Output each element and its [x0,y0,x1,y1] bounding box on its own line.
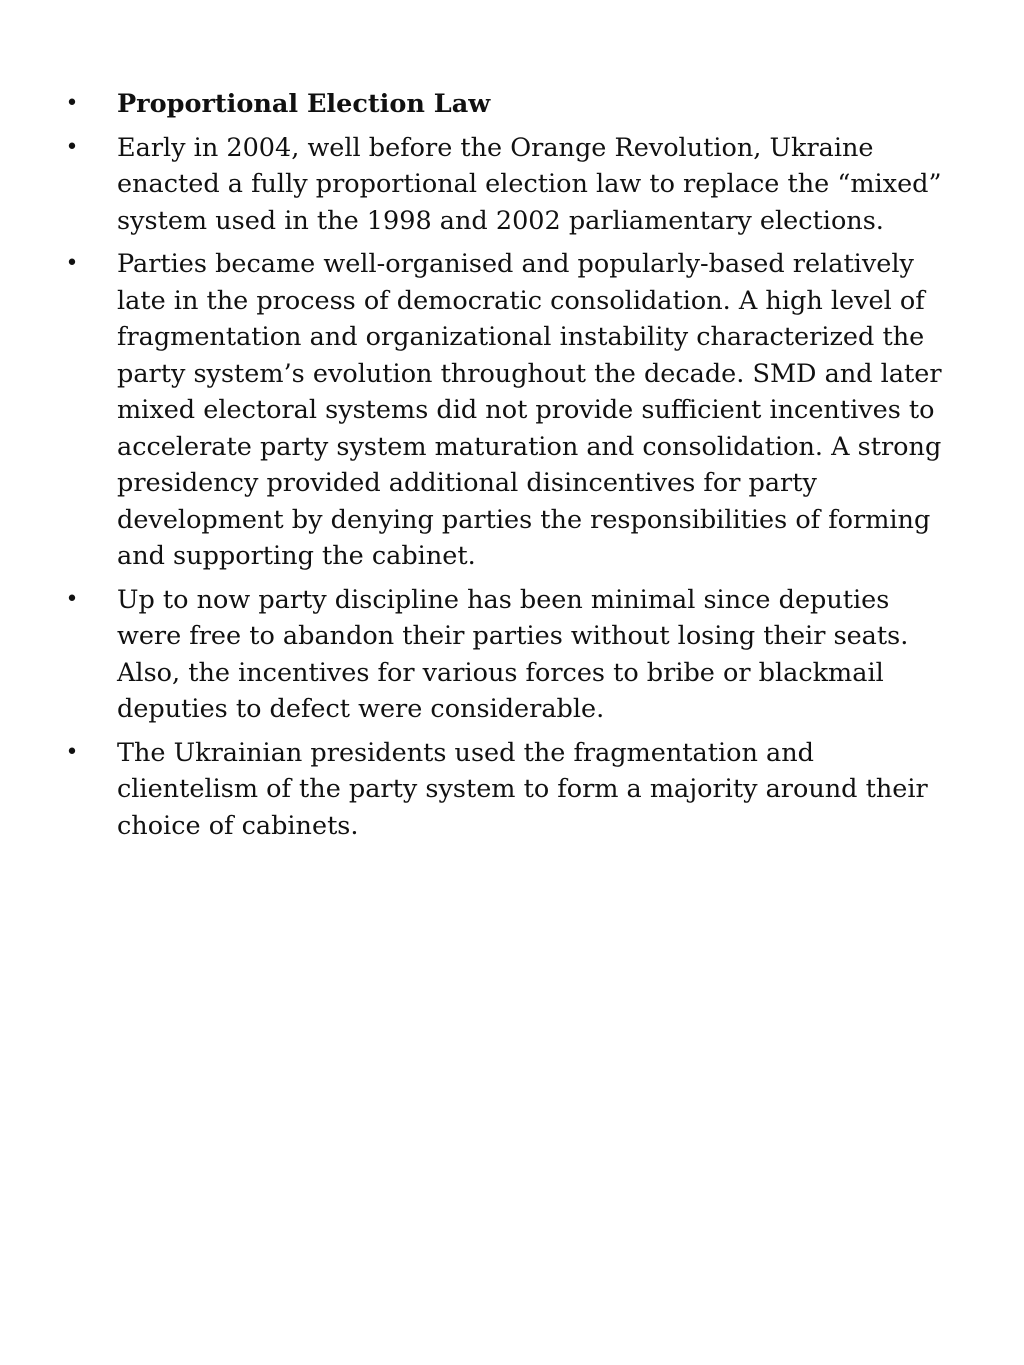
bullet-text: Early in 2004, well before the Orange Revolution, Ukraine enacted a fully proportional election law to replace the “mixed” system used in the 1998 and 2002 parliamentary elections. [117,132,942,236]
bullet-item [60,735,960,845]
bullet-icon: • [65,134,79,160]
bullet-list [60,86,960,851]
bullet-icon: • [65,586,79,612]
bullet-text: Parties became well-organised and popularly-based relatively late in the process of democratic consolidation. A high level of fragmentation and organizational instability characterized the party system’s evolution throughout the decade. SMD and later mixed electoral systems did not provide sufficient incentives to accelerate party system maturation and consolidation. A strong presidency provided additional disincentives for party development by denying parties the responsibilities of forming and supporting the cabinet. [117,249,942,571]
heading-item [60,86,960,123]
bullet-item [60,130,960,240]
bullet-icon: • [65,91,79,116]
bullet-item [60,246,960,575]
bullet-icon: • [65,739,79,765]
bullet-icon: • [65,251,79,276]
slide-heading: Proportional Election Law [117,89,491,119]
bullet-item [60,582,960,728]
bullet-text: Up to now party discipline has been minimal since deputies were free to abandon their parties without losing their seats. Also, the incentives for various forces to bribe or blackmail deputies to defect were considerable. [117,584,909,724]
bullet-text: The Ukrainian presidents used the fragmentation and clientelism of the party system to form a majority around their choice of cabinets. [117,737,928,841]
